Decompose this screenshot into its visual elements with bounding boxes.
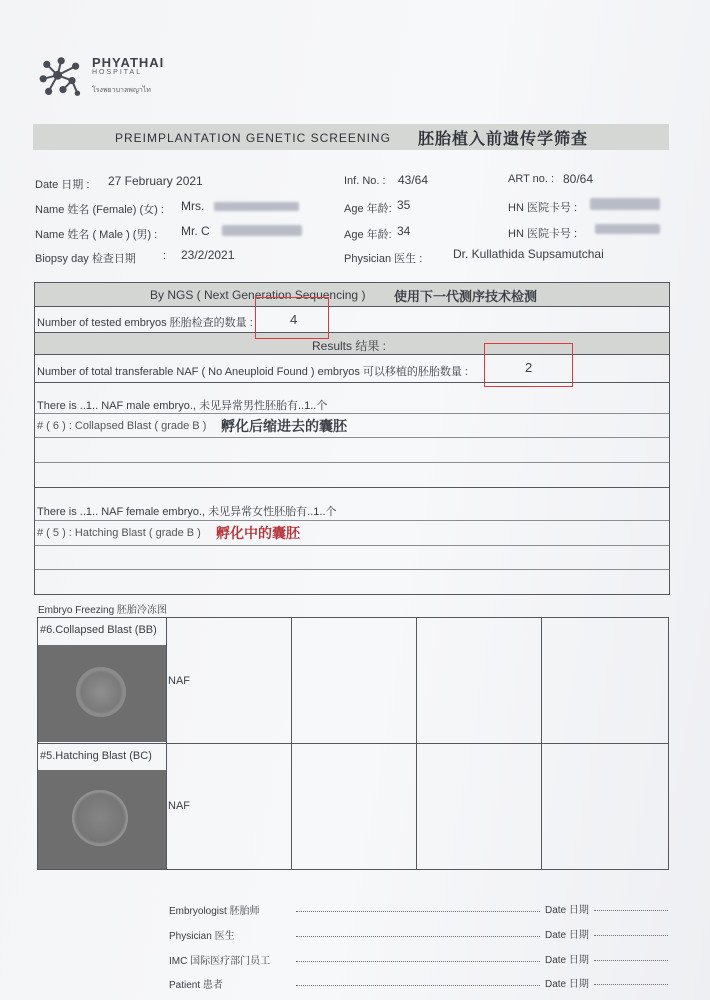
tested-embryos-value: 4 <box>290 312 298 327</box>
sig-patient-date: Date 日期 <box>545 979 589 990</box>
transferable-label: Number of total transferable NAF ( No Aneuploid Found ) embryos 可以移植的胚胎数量 : <box>37 366 468 378</box>
tested-embryos-label: Number of tested embryos 胚胎检查的数量 : <box>37 317 253 329</box>
embryo-5-caption: #5.Hatching Blast (BC) <box>40 750 152 762</box>
highlight-transferable-count <box>484 343 573 387</box>
highlight-tested-count <box>255 297 329 339</box>
male-age-value: 34 <box>397 224 411 238</box>
hospital-name: PHYATHAI <box>92 55 165 70</box>
title-chinese: 胚胎植入前遗传学筛查 <box>418 131 589 148</box>
hospital-logo-icon <box>36 54 90 100</box>
female-age-value: 35 <box>397 198 411 212</box>
biopsy-colon: : <box>163 250 167 262</box>
female-embryo-line: There is ..1.. NAF female embryo., 未见异常女性胚胎有..1..个 <box>37 506 337 518</box>
sig-imc-label: IMC 国际医疗部门员工 <box>169 956 271 967</box>
embryo-6-status: NAF <box>168 675 190 687</box>
female-embryo-zh: 孵化中的囊胚 <box>216 525 300 541</box>
male-age-label: Age 年龄: <box>344 229 392 241</box>
inf-label: Inf. No. : <box>344 175 386 187</box>
freezing-label: Embryo Freezing 胚胎冷冻图 <box>38 605 167 616</box>
female-hn-label: HN 医院卡号 : <box>508 202 578 214</box>
sig-physician-label: Physician 医生 <box>169 931 235 942</box>
hospital-thai-name: โรงพยาบาลพญาไท <box>92 87 151 94</box>
art-label: ART no. : <box>508 173 555 185</box>
female-age-label: Age 年龄: <box>344 203 392 215</box>
redacted-male-name <box>222 225 302 236</box>
sig-embryologist-date: Date 日期 <box>545 905 589 916</box>
art-value: 80/64 <box>563 172 594 186</box>
male-embryo-line: There is ..1.. NAF male embryo., 未见异常男性胚胎有..1..个 <box>37 400 328 412</box>
male-hn-label: HN 医院卡号 : <box>508 228 578 240</box>
ngs-heading-zh: 使用下一代测序技术检测 <box>394 289 538 304</box>
female-embryo-detail: # ( 5 ) : Hatching Blast ( grade B ) <box>37 527 201 539</box>
results-label: Results 结果 : <box>312 339 387 353</box>
embryo-5-status: NAF <box>168 800 190 812</box>
redacted-male-hn <box>595 224 660 234</box>
ngs-heading-en: By NGS ( Next Generation Sequencing ) <box>150 288 366 302</box>
embryo-5-image <box>38 770 166 869</box>
sig-embryologist-label: Embryologist 胚胎师 <box>169 906 260 917</box>
biopsy-value: 23/2/2021 <box>181 248 235 262</box>
embryo-6-caption: #6.Collapsed Blast (BB) <box>40 624 157 636</box>
date-value: 27 February 2021 <box>108 174 203 188</box>
male-name-label: Name 姓名 ( Male ) (男) : <box>35 229 158 241</box>
title-english: PREIMPLANTATION GENETIC SCREENING <box>115 131 391 145</box>
transferable-value: 2 <box>525 360 533 375</box>
male-embryo-detail: # ( 6 ) : Collapsed Blast ( grade B ) <box>37 420 207 432</box>
embryo-6-image <box>38 645 166 742</box>
female-name-label: Name 姓名 (Female) (女) : <box>35 204 164 216</box>
physician-value: Dr. Kullathida Supsamutchai <box>453 247 604 261</box>
sig-physician-date: Date 日期 <box>545 930 589 941</box>
sig-imc-date: Date 日期 <box>545 955 589 966</box>
male-name-value: Mr. C <box>181 224 210 238</box>
male-embryo-zh: 孵化后缩进去的囊胚 <box>221 418 347 434</box>
redacted-female-name <box>214 202 299 211</box>
hospital-subtitle: HOSPITAL <box>92 69 143 76</box>
sig-patient-label: Patient 患者 <box>169 980 223 991</box>
physician-label: Physician 医生 : <box>344 253 423 265</box>
female-name-value: Mrs. <box>181 199 205 213</box>
inf-value: 43/64 <box>398 173 429 187</box>
date-label: Date 日期 : <box>35 179 90 191</box>
biopsy-label: Biopsy day 检查日期 <box>35 253 136 265</box>
redacted-female-hn <box>590 198 660 210</box>
